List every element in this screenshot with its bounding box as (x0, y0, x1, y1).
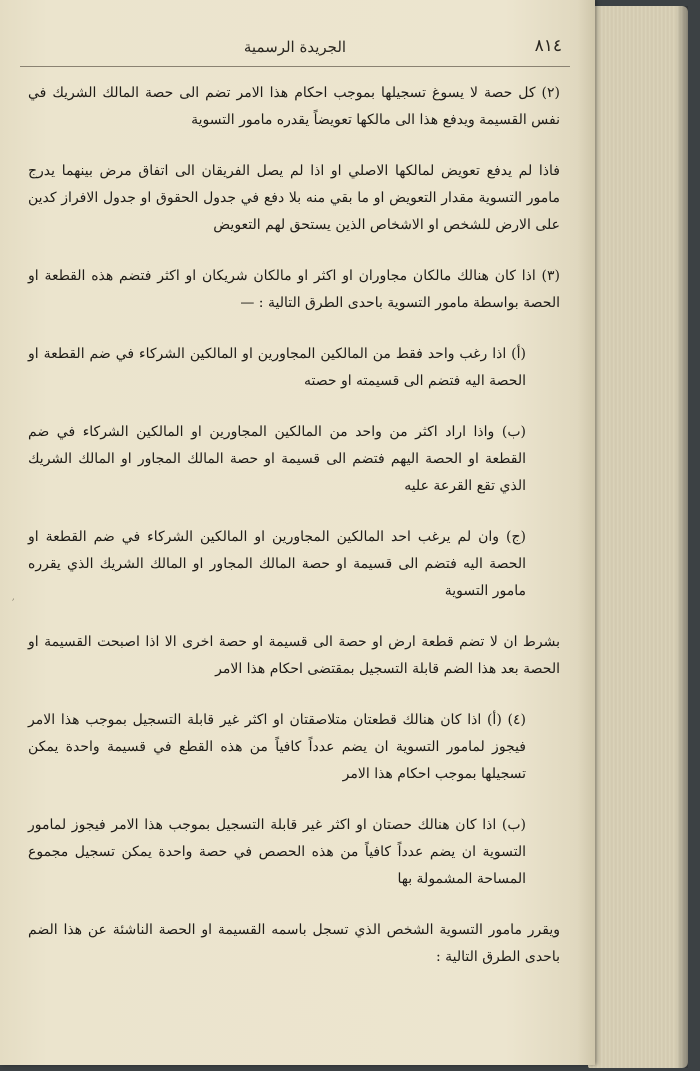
paragraph-clause-3c: (ج) وان لم يرغب احد المالكين المجاورين او المالكين الشركاء في ضم القطعة او الحصة اليه فتضم الى قسيمة او حصة المالك المجاور او المالك الشريك الذي يقرره مامور التسوية (28, 529, 526, 599)
body-text (28, 80, 560, 991)
paragraph-final: ويقرر مامور التسوية الشخص الذي تسجل باسمه القسيمة او الحصة الناشئة عن هذا الضم باحدى الطرق التالية : (28, 922, 560, 965)
paragraph-compensation: فاذا لم يدفع تعويض لمالكها الاصلي او اذا لم يصل الفريقان الى اتفاق مرض بينهما يدرج مامور التسوية مقدار التعويض او ما بقي منه بلا دفع في جدول الحقوق او جدول الافراز كدين على الارض للشخص او الاشخاص الذين يستحق لهم التعويض (28, 163, 560, 233)
journal-title: الجريدة الرسمية (243, 38, 347, 56)
paragraph-clause-3a: (أ) اذا رغب واحد فقط من المالكين المجاورين او المالكين الشركاء في ضم القطعة او الحصة اليه فتضم الى قسيمته او حصته (28, 346, 526, 389)
page-number: ٨١٤ (534, 36, 562, 56)
page-header (20, 32, 570, 67)
paragraph-clause-2: (٢) كل حصة لا يسوغ تسجيلها بموجب احكام هذا الامر تضم الى حصة المالك الشريك في نفس القسيمة ويدفع هذا الى مالكها تعويضاً يقدره مامور التسوية (28, 85, 560, 128)
paragraph-clause-4a: (٤) (أ) اذا كان هنالك قطعتان متلاصقتان او اكثر غير قابلة التسجيل بموجب هذا الامر فيجوز لمامور التسوية ان يضم عدداً كافياً من هذه القطع في قسيمة واحدة يمكن تسجيلها بموجب احكام هذا الامر (28, 712, 526, 782)
page-edges (588, 6, 688, 1068)
paragraph-clause-3: (٣) اذا كان هنالك مالكان مجاوران او اكثر او مالكان شريكان او اكثر فتضم هذه القطعة او الحصة بواسطة مامور التسوية باحدى الطرق التالية : — (28, 268, 560, 311)
paragraph-clause-3b: (ب) واذا اراد اكثر من واحد من المالكين المجاورين او المالكين الشركاء في ضم القطعة او الحصة اليهم فتضم الى قسيمة او حصة المالك المجاور او المالك الشريك الذي تقع القرعة عليه (28, 424, 526, 494)
paragraph-clause-4b: (ب) اذا كان هنالك حصتان او اكثر غير قابلة التسجيل بموجب هذا الامر فيجوز لمامور التسوية ان يضم عدداً كافياً من هذه الحصص في حصة واحدة يمكن تسجيل مجموع المساحة المشمولة بها (28, 817, 526, 887)
paragraph-proviso: بشرط ان لا تضم قطعة ارض او حصة الى قسيمة او حصة اخرى الا اذا اصبحت القسيمة او الحصة بعد هذا الضم قابلة التسجيل بمقتضى احكام هذا الامر (28, 634, 560, 677)
margin-mark: ׳ (12, 596, 15, 607)
